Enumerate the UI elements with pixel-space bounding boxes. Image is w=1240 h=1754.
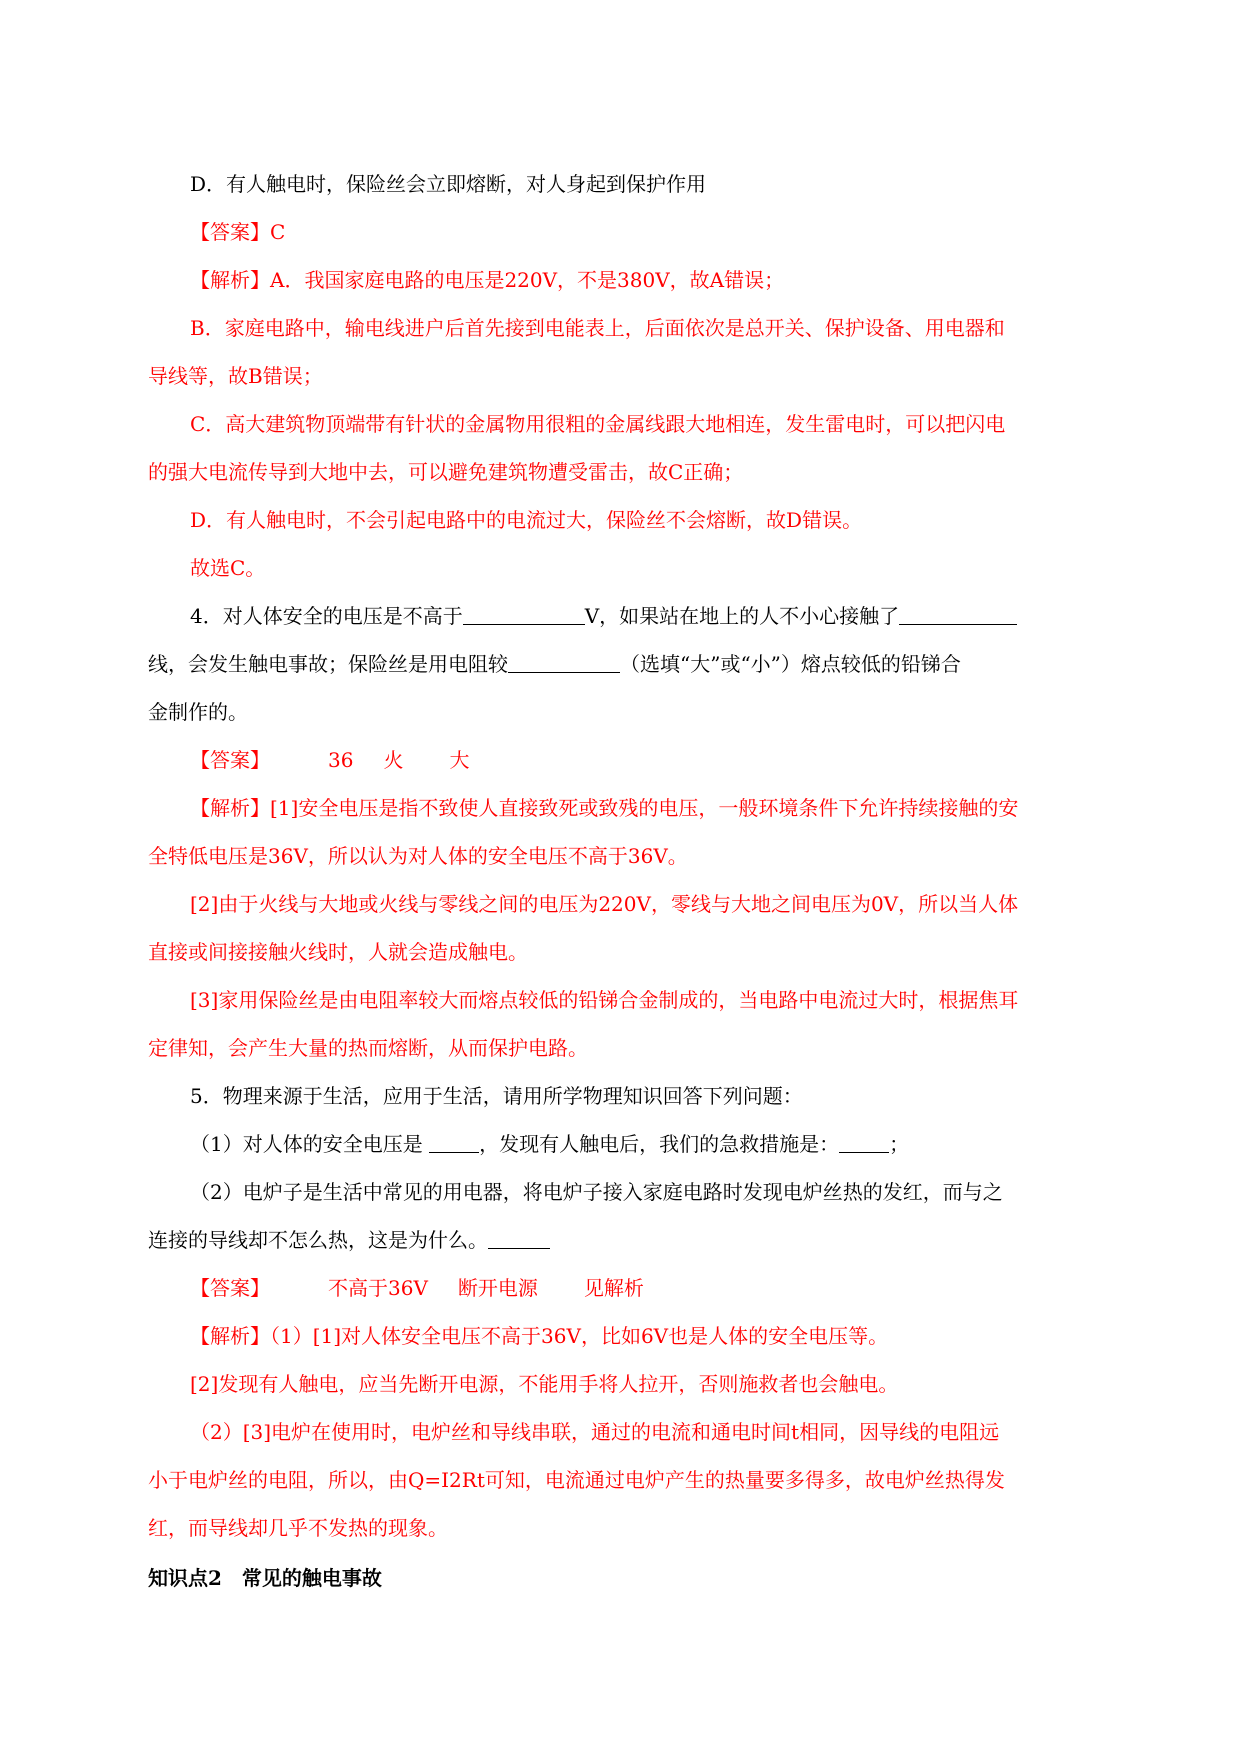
- answer-value: C: [270, 220, 286, 244]
- q5-analysis-1: [148, 1312, 1094, 1360]
- q3-answer: [148, 208, 1094, 256]
- answer-blank: [899, 602, 1017, 625]
- q5-analysis-3b: 小于电炉丝的电阻，所以，由Q=I2Rt可知，电流通过电炉产生的热量要多得多，故电炉丝热得发: [148, 1468, 1005, 1492]
- q4-text: V，如果站在地上的人不小心接触了: [584, 604, 900, 628]
- q5-analysis-2: [2]发现有人触电，应当先断开电源，不能用手将人拉开，否则施救者也会触电。: [190, 1372, 899, 1396]
- q4-line-2: [148, 640, 1094, 688]
- answer-value: 大: [449, 748, 470, 772]
- q4-answer: [148, 736, 1094, 784]
- analysis-text: [1]安全电压是指不致使人直接致死或致残的电压，一般环境条件下允许持续接触的安: [270, 796, 1019, 820]
- q4-text: （选填“大”或“小”）熔点较低的铅锑合: [620, 652, 961, 676]
- q5-text: 连接的导线却不怎么热，这是为什么。: [148, 1228, 488, 1252]
- answer-label: 【答案】: [190, 1276, 270, 1300]
- q5-analysis-3a: （2）[3]电炉在使用时，电炉丝和导线串联，通过的电流和通电时间t相同，因导线的电阻远: [190, 1420, 1000, 1444]
- q4-line-3: 金制作的。: [148, 700, 248, 724]
- q4-text: 4．对人体安全的电压是不高于: [190, 604, 463, 628]
- answer-blank: [508, 650, 620, 673]
- answer-value: 36: [328, 748, 354, 772]
- q5-analysis-3c: 红，而导线却几乎不发热的现象。: [148, 1516, 448, 1540]
- q3-analysis-d: D．有人触电时，不会引起电路中的电流过大，保险丝不会熔断，故D错误。: [190, 508, 863, 532]
- answer-value: 火: [383, 748, 404, 772]
- q4-analysis-1a: [148, 784, 1094, 832]
- q3-analysis-b2: 导线等，故B错误；: [148, 364, 323, 388]
- q3-analysis-c1: C．高大建筑物顶端带有针状的金属物用很粗的金属线跟大地相连，发生雷电时，可以把闪电: [190, 412, 1006, 436]
- q4-text: 线，会发生触电事故；保险丝是用电阻较: [148, 652, 508, 676]
- q4-analysis-3a: [3]家用保险丝是由电阻率较大而熔点较低的铅锑合金制成的，当电路中电流过大时，根据焦耳: [190, 988, 1019, 1012]
- q3-analysis-b1: B．家庭电路中，输电线进户后首先接到电能表上，后面依次是总开关、保护设备、用电器和: [190, 316, 1005, 340]
- answer-value: 不高于36V: [328, 1276, 428, 1300]
- answer-label: 【答案】: [190, 748, 270, 772]
- q5-text: （1）对人体的安全电压是: [190, 1132, 430, 1156]
- q5-part-2a: （2）电炉子是生活中常见的用电器，将电炉子接入家庭电路时发现电炉丝热的发红，而与之: [190, 1180, 1003, 1204]
- q5-intro: 5．物理来源于生活，应用于生活，请用所学物理知识回答下列问题：: [190, 1084, 803, 1108]
- answer-value: 见解析: [583, 1276, 644, 1300]
- q5-part-1: [148, 1120, 1094, 1168]
- analysis-label: 【解析】: [190, 796, 270, 820]
- answer-blank: [429, 1130, 479, 1153]
- q5-answer: [148, 1264, 1094, 1312]
- q5-part-2b: [148, 1216, 1094, 1264]
- q4-analysis-3b: 定律知，会产生大量的热而熔断，从而保护电路。: [148, 1036, 588, 1060]
- section-heading: 知识点2 常见的触电事故: [148, 1566, 382, 1590]
- answer-value: 断开电源: [457, 1276, 538, 1300]
- analysis-label: 【解析】: [190, 268, 270, 292]
- q4-analysis-2b: 直接或间接接触火线时，人就会造成触电。: [148, 940, 528, 964]
- analysis-label: 【解析】: [190, 1324, 270, 1348]
- document-page: [148, 160, 1094, 1602]
- q3-conclusion: 故选C。: [190, 556, 266, 580]
- answer-blank: [488, 1226, 550, 1249]
- answer-label: 【答案】: [190, 220, 270, 244]
- q4-analysis-2a: [2]由于火线与大地或火线与零线之间的电压为220V，零线与大地之间电压为0V，所以当人体: [190, 892, 1019, 916]
- analysis-text: （1）[1]对人体安全电压不高于36V，比如6V也是人体的安全电压等。: [270, 1324, 889, 1348]
- analysis-text: A．我国家庭电路的电压是220V，不是380V，故A错误；: [270, 268, 785, 292]
- q4-analysis-1b: 全特低电压是36V，所以认为对人体的安全电压不高于36V。: [148, 844, 688, 868]
- q3-analysis-c2: 的强大电流传导到大地中去，可以避免建筑物遭受雷击，故C正确；: [148, 460, 744, 484]
- answer-blank: [839, 1130, 889, 1153]
- q5-text: ，发现有人触电后，我们的急救措施是：: [479, 1132, 840, 1156]
- q5-text: ；: [889, 1132, 910, 1156]
- q3-option-d: D．有人触电时，保险丝会立即熔断，对人身起到保护作用: [190, 172, 707, 196]
- q3-analysis-a: [148, 256, 1094, 304]
- q4-line-1: [148, 592, 1094, 640]
- answer-blank: [463, 602, 585, 625]
